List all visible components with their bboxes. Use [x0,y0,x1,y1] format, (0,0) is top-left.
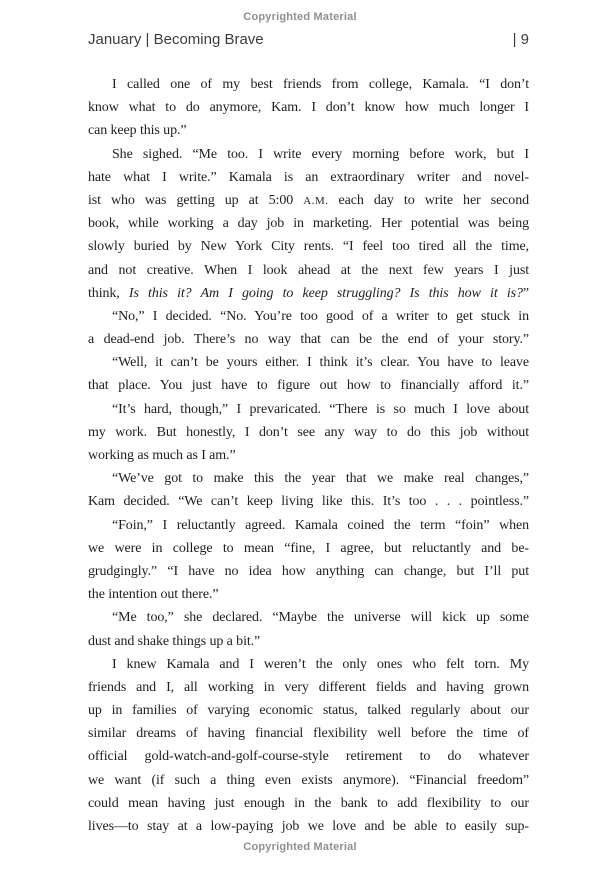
text-line [88,143,529,166]
body-text: could mean having just enough in the bank to add flexibility to our [88,795,529,811]
text-line [88,583,529,606]
body-text: working as much as I am.” [88,448,236,463]
text-line [88,73,529,96]
text-line [88,560,529,583]
paragraph [88,653,529,839]
text-line [88,96,529,119]
text-line [88,815,529,838]
text-line [88,235,529,258]
body-text: book, while working a day job in marketing. Her potential was being [88,216,529,232]
text-line [88,421,529,444]
text-line [88,699,529,722]
text-line [88,374,529,397]
text-block [88,73,529,838]
body-text: we want (if such a thing even exists anymore). “Financial freedom” [88,772,529,788]
header-chapter-title: January | Becoming Brave [88,31,264,48]
body-text: a dead-end job. There’s no way that can be the end of your story.” [88,332,529,348]
body-text: “Well, it can’t be yours either. I think it’s clear. You have to leave [112,355,529,371]
body-text: She sighed. “Me too. I write every morning before work, but I [112,146,529,162]
text-line [88,467,529,490]
body-text: “It’s hard, though,” I prevaricated. “There is so much I love about [112,401,529,417]
paragraph [88,143,529,305]
text-line [88,398,529,421]
running-header [88,31,529,49]
text-line [88,259,529,282]
text-line [88,212,529,235]
text-line [88,676,529,699]
body-text: “No,” I decided. “No. You’re too good of a writer to get stuck in [112,308,529,324]
italic-text: Is this it? Am I going to keep struggling? Is this how it is? [128,285,523,301]
text-line [88,769,529,792]
paragraph [88,351,529,397]
text-line [88,745,529,768]
body-text: ist who was getting up at 5:00 [88,192,304,208]
paragraph [88,305,529,351]
body-text: know what to do anymore, Kam. I don’t know how much longer I [88,100,529,116]
body-text: think, [88,285,129,301]
smallcaps-text: A.M. [303,194,329,207]
paragraph [88,514,529,607]
body-text: official gold-watch-and-golf-course-style retirement to do whatever [88,749,529,765]
paragraph [88,398,529,468]
paragraph [88,73,529,143]
body-text: can keep this up.” [88,123,187,139]
body-text: hate what I write.” Kamala is an extraordinary writer and novel- [88,169,529,185]
body-text: up in families of varying economic status, talked regularly about our [88,703,529,719]
body-text: lives—to stay at a low-paying job we love and be able to easily sup- [88,819,529,834]
body-text: each day to write her second [328,192,529,208]
body-text: friends and I, all working in very different fields and having grown [88,679,529,695]
text-line [88,514,529,537]
header-page-number: | 9 [512,31,529,48]
text-line [88,282,529,305]
text-line [88,653,529,676]
text-line [88,630,529,653]
text-line [88,722,529,745]
body-text: my work. But honestly, I don’t see any way to do this job without [88,424,529,440]
text-line [88,792,529,815]
body-text: that place. You just have to figure out how to financially afford it.” [88,378,529,394]
text-line [88,328,529,351]
body-text: the intention out there.” [88,587,219,603]
text-line [88,166,529,189]
text-line [88,119,529,142]
body-text: ” [522,285,529,301]
copyright-watermark-bottom: Copyrighted Material [243,841,357,853]
body-text: dust and shake things up a bit.” [88,633,261,649]
text-line [88,305,529,328]
body-text: we were in college to mean “fine, I agree, but reluctantly and be- [88,540,529,556]
paragraph [88,606,529,652]
copyright-watermark-top: Copyrighted Material [243,11,357,23]
paragraph [88,467,529,513]
body-text: I called one of my best friends from college, Kamala. “I don’t [112,77,529,92]
text-line [88,351,529,374]
body-text: “Me too,” she declared. “Maybe the universe will kick up some [112,610,529,626]
text-line [88,189,529,212]
text-line [88,537,529,560]
body-text: “Foin,” I reluctantly agreed. Kamala coined the term “foin” when [112,517,529,533]
text-line [88,490,529,513]
body-text: similar dreams of having financial flexibility well before the time of [88,726,529,742]
body-text: I knew Kamala and I weren’t the only ones who felt torn. My [112,656,529,672]
body-text: “We’ve got to make this the year that we make real changes,” [112,471,529,487]
body-text: slowly buried by New York City rents. “I feel too tired all the time, [88,239,529,255]
body-text: Kam decided. “We can’t keep living like this. It’s too . . . pointless.” [88,494,529,510]
body-text: grudgingly.” “I have no idea how anything can change, but I’ll put [88,563,529,579]
text-line [88,444,529,467]
text-line [88,606,529,629]
body-text: and not creative. When I look ahead at the next few years I just [88,262,529,278]
